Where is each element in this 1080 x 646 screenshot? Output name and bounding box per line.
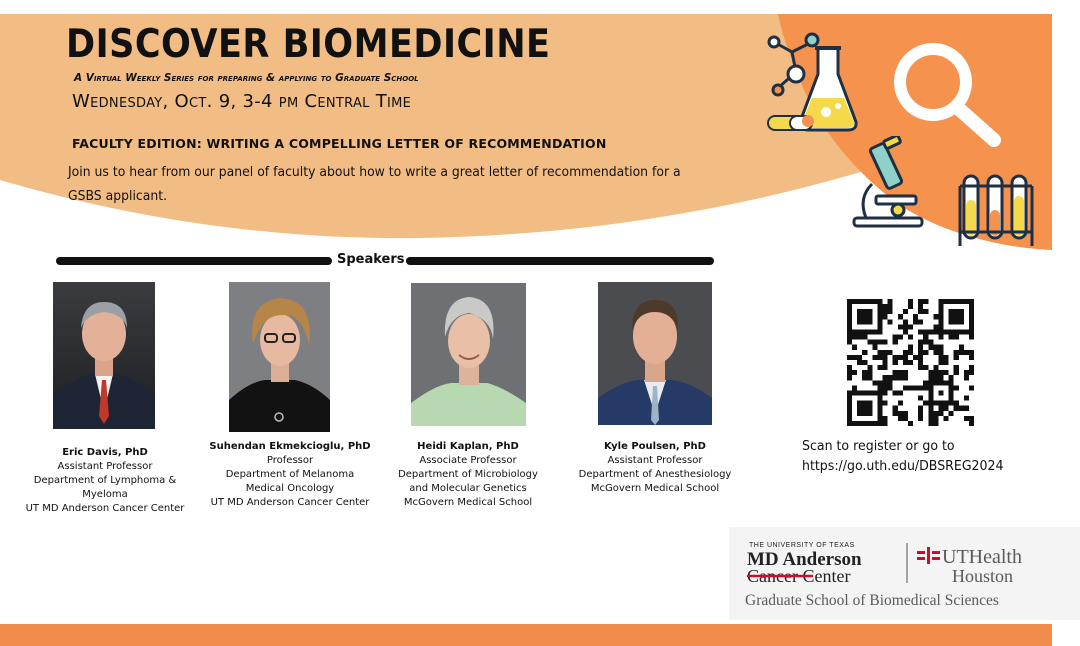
speaker-department-cont: Medical Oncology [245,483,335,494]
speakers-divider [56,252,714,268]
magnifying-glass-icon [888,40,1008,150]
divider-right [406,257,714,265]
speaker-department: Department of Lymphoma & [33,475,177,486]
speaker-name: Suhendan Ekmekcioglu, PhD [209,441,371,452]
event-description: Join us to hear from our panel of faculty about how to write a great letter of recommendation for a GSBS applicant. [68,164,681,204]
speaker-department-cont: Myeloma [82,489,128,500]
speaker-institution: McGovern Medical School [403,497,533,508]
speaker-title: Associate Professor [419,455,517,466]
mda-logo-name: MD Anderson [747,549,862,570]
speaker-department: Department of Anesthesiology [578,469,732,480]
speaker-info-eric-davis [10,446,200,516]
registration-link[interactable]: https://go.uth.edu/DBSREG2024 [802,458,1004,474]
registration-qr-code[interactable] [847,299,974,426]
registration-instruction: Scan to register or go to [802,438,955,454]
event-title: DISCOVER BIOMEDICINE [66,22,551,67]
speaker-photo-eric-davis [53,282,155,429]
speaker-institution: UT MD Anderson Cancer Center [25,503,185,514]
speaker-institution: McGovern Medical School [590,483,720,494]
institution-logos [729,527,1080,620]
speaker-title: Assistant Professor [607,455,703,466]
molecule-flask-icon [760,18,860,138]
speaker-title: Professor [266,455,314,466]
speaker-name: Heidi Kaplan, PhD [417,441,519,452]
test-tubes-icon [958,172,1038,250]
speaker-department-cont: and Molecular Genetics [409,483,527,494]
speaker-info-kyle-poulsen [565,440,745,496]
divider-left [56,257,332,265]
speaker-department: Department of Microbiology [398,469,538,480]
mda-logo-top: THE UNIVERSITY OF TEXAS [749,542,855,549]
uthealth-mark-icon [917,547,940,564]
speaker-photo-heidi-kaplan [411,283,526,426]
edition-heading: FACULTY EDITION: WRITING A COMPELLING LETTER OF RECOMMENDATION [72,136,607,151]
uthealth-name: UTHealth [942,546,1022,568]
registration-info [802,436,1004,476]
microscope-icon [848,136,928,232]
speaker-name: Eric Davis, PhD [62,447,148,458]
speaker-photo-kyle-poulsen [598,282,712,425]
event-subtitle: A Virtual Weekly Series for preparing & applying to Graduate School [74,72,419,84]
speakers-heading: Speakers [337,252,405,267]
footer-bar [0,624,1052,646]
uthealth-subname: Houston [952,566,1014,586]
mda-logo-subname: Cancer Center [747,566,851,586]
event-datetime: Wednesday, Oct. 9, 3-4 pm Central Time [72,91,412,112]
speaker-photo-suhendan-ekmekcioglu [229,282,330,432]
gsbs-name: Graduate School of Biomedical Sciences [745,592,999,609]
speaker-name: Kyle Poulsen, PhD [604,441,706,452]
speaker-title: Assistant Professor [57,461,153,472]
speaker-info-heidi-kaplan [378,440,558,510]
speaker-institution: UT MD Anderson Cancer Center [210,497,370,508]
speaker-department: Department of Melanoma [225,469,355,480]
speaker-info-suhendan-ekmekcioglu [190,440,390,510]
